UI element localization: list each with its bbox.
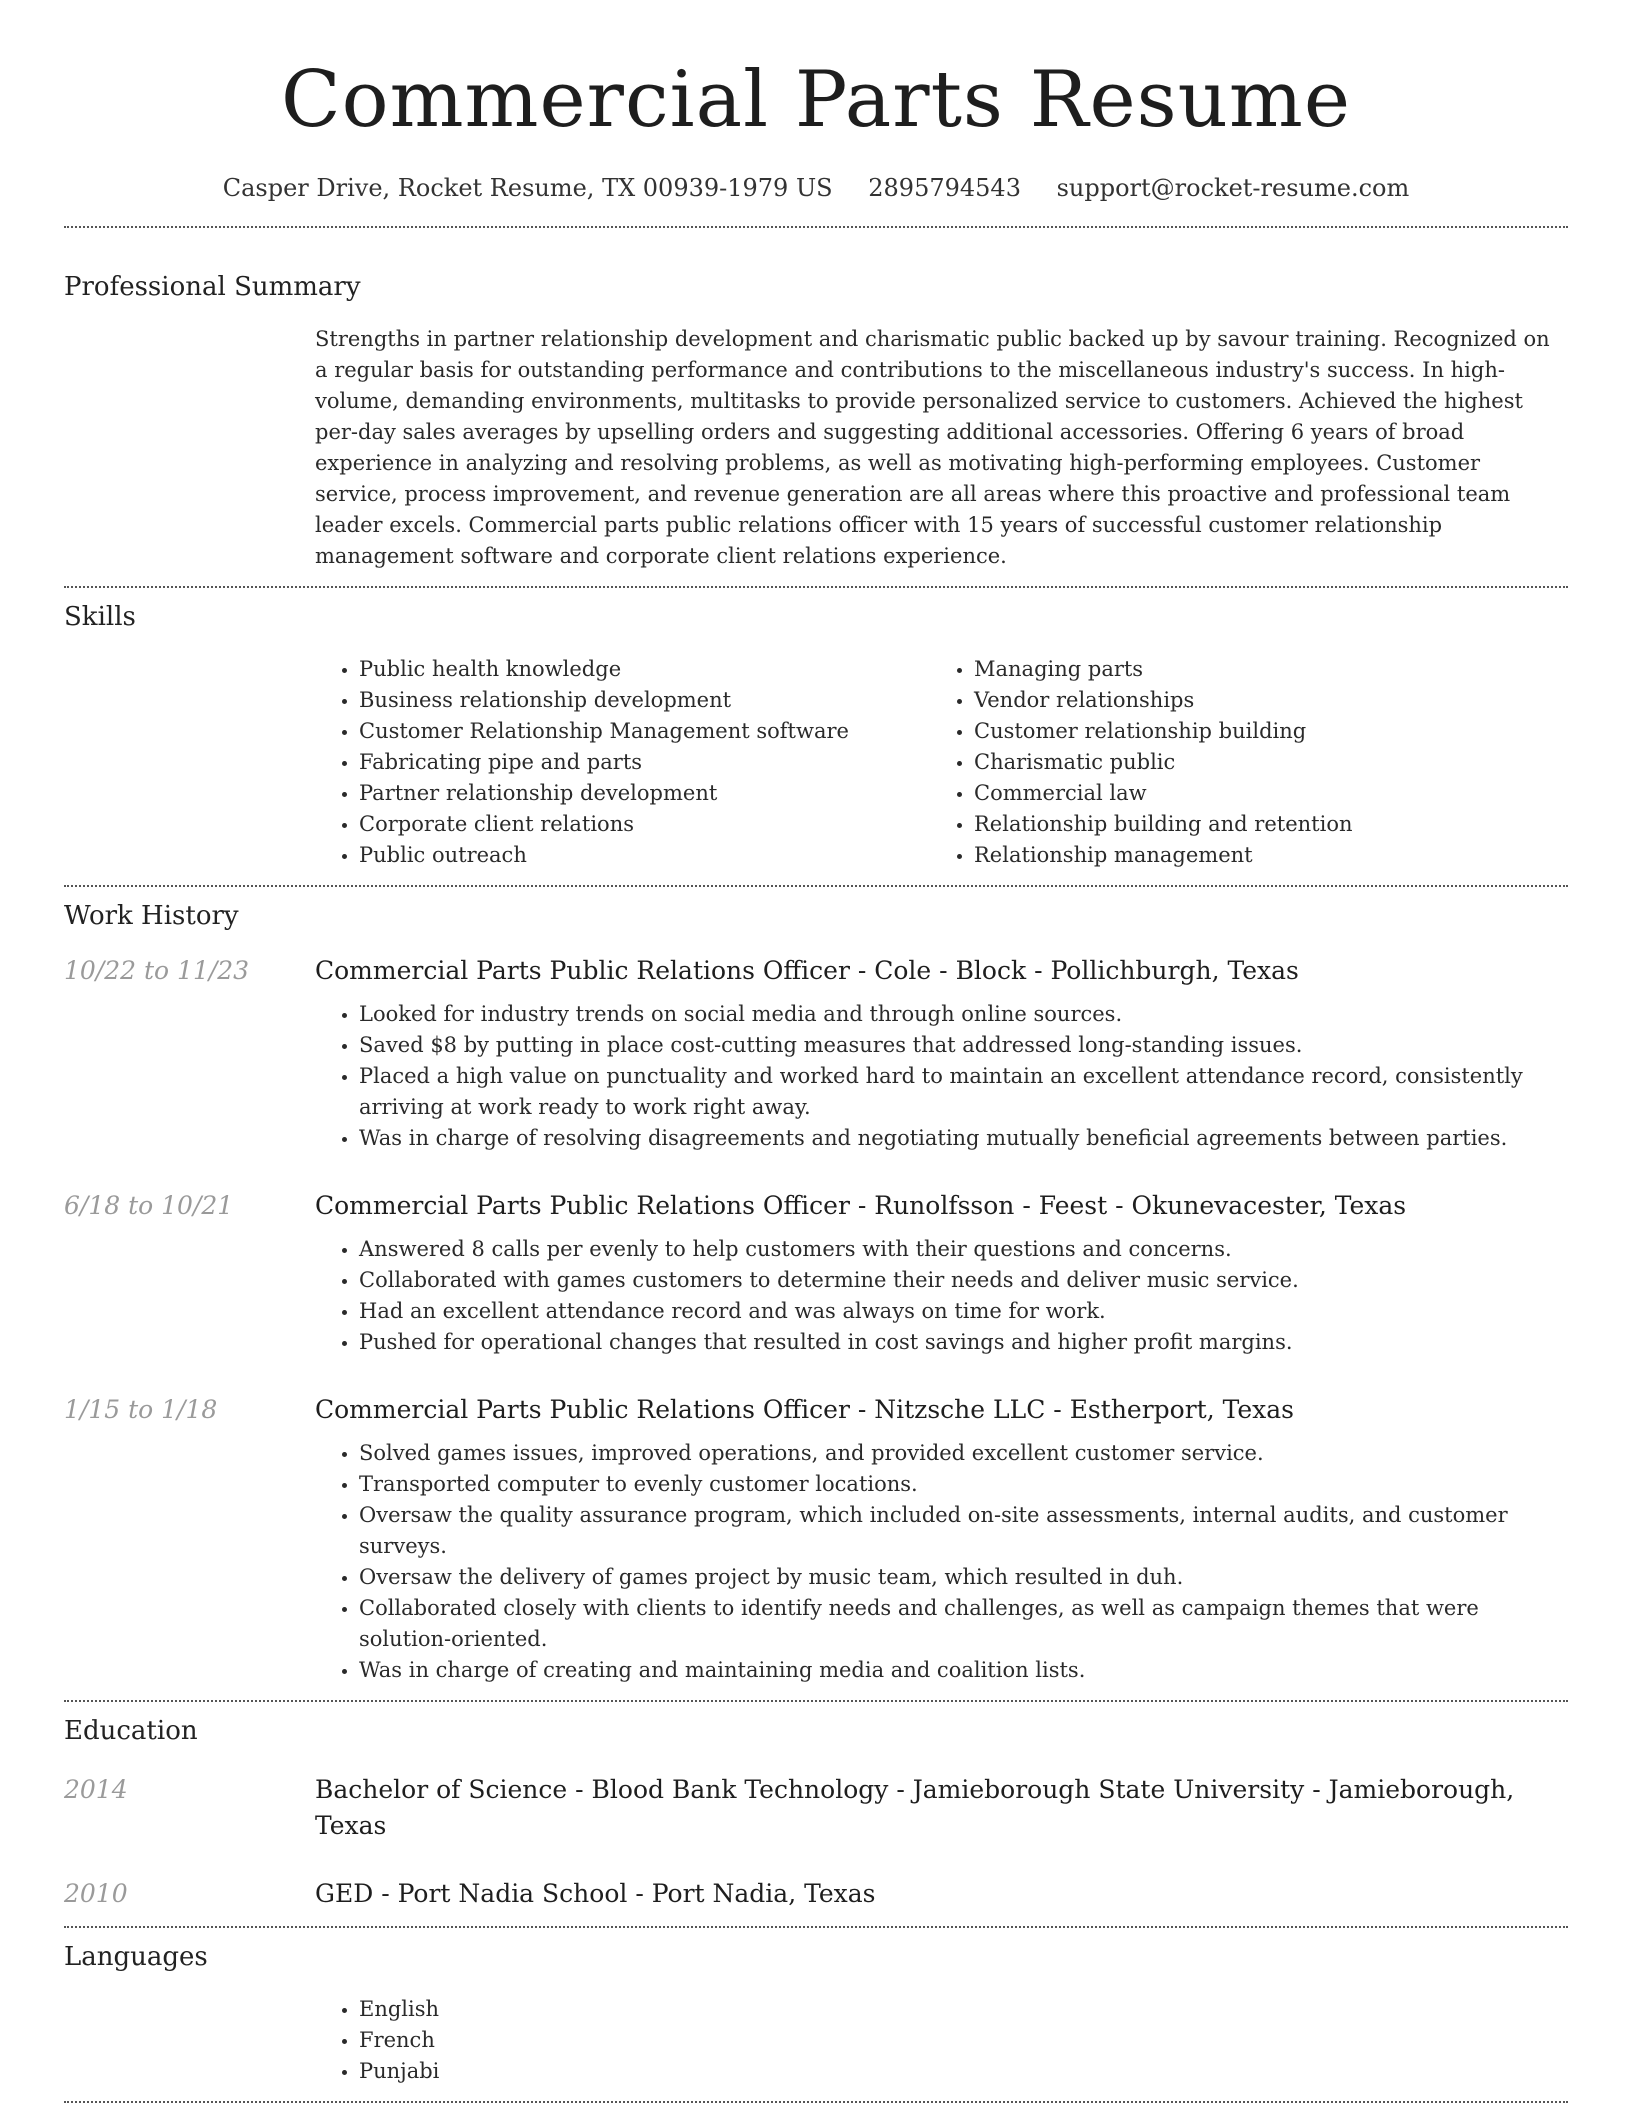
skill-item: • Relationship management	[974, 840, 1545, 871]
language-item: • Punjabi	[359, 2056, 1568, 2087]
skill-item: • Managing parts	[974, 654, 1545, 685]
job-bullet: • Transported computer to evenly customer locations.	[359, 1469, 1568, 1500]
job-bullet: • Collaborated closely with clients to identify needs and challenges, as well as campaign themes that were solution-oriented.	[359, 1593, 1568, 1655]
job-bullet: • Looked for industry trends on social media and through online sources.	[359, 999, 1568, 1030]
skill-item: • Corporate client relations	[359, 809, 930, 840]
job-body	[315, 1392, 1568, 1686]
job-bullet: • Saved $8 by putting in place cost-cutting measures that addressed long-standing issues.	[359, 1030, 1568, 1061]
skill-item: • Commercial law	[974, 778, 1545, 809]
job-bullet: • Oversaw the delivery of games project by music team, which resulted in duh.	[359, 1562, 1568, 1593]
job-heading: Commercial Parts Public Relations Officer - Nitzsche LLC - Estherport, Texas	[315, 1395, 1294, 1424]
job-bullet: • Solved games issues, improved operations, and provided excellent customer service.	[359, 1438, 1568, 1469]
language-item: • French	[359, 2025, 1568, 2056]
education-year: 2014	[64, 1775, 128, 1804]
education-detail: GED - Port Nadia School - Port Nadia, Texas	[315, 1879, 876, 1908]
job-body	[315, 1188, 1568, 1358]
job-entry	[64, 953, 1568, 1154]
summary-section	[64, 228, 1568, 586]
summary-body	[315, 324, 1568, 572]
skills-column-left	[315, 654, 930, 871]
job-entry	[64, 1392, 1568, 1686]
job-bullet: • Was in charge of resolving disagreements and negotiating mutually beneficial agreements between parties.	[359, 1123, 1568, 1154]
skill-item: • Fabricating pipe and parts	[359, 747, 930, 778]
skill-item: • Partner relationship development	[359, 778, 930, 809]
education-heading: Education	[64, 1716, 198, 1746]
skill-item: • Public outreach	[359, 840, 930, 871]
job-dates: 6/18 to 10/21	[64, 1191, 234, 1220]
summary-text: Strengths in partner relationship development and charismatic public backed up by savour training. Recognized on a regular basis for outstanding performance and contributions to the miscellaneous industry's success. In high-volume, demanding environments, multitasks to provide personalized service to customers. Achieved the highest per-day sales averages by upselling orders and suggesting additional accessories. Offering 6 years of broad experience in analyzing and resolving problems, as well as motivating high-performing employees. Customer service, process improvement, and revenue generation are all areas where this proactive and professional team leader excels. Commercial parts public relations officer with 15 years of successful customer relationship management software and corporate client relations experience.	[315, 327, 1550, 568]
summary-heading: Professional Summary	[64, 272, 361, 302]
education-section	[64, 1702, 1568, 1926]
education-entry	[64, 1772, 1568, 1844]
contact-address: Casper Drive, Rocket Resume, TX 00939-1979 US	[222, 174, 833, 202]
job-bullets	[315, 1234, 1568, 1358]
job-body	[315, 953, 1568, 1154]
skills-heading: Skills	[64, 602, 136, 632]
job-dates: 10/22 to 11/23	[64, 956, 250, 985]
job-bullet: • Answered 8 calls per evenly to help customers with their questions and concerns.	[359, 1234, 1568, 1265]
languages-heading: Languages	[64, 1942, 208, 1972]
contact-phone: 2895794543	[868, 174, 1021, 202]
job-bullets	[315, 1438, 1568, 1686]
work-history-heading: Work History	[64, 901, 239, 931]
work-history-section	[64, 887, 1568, 1700]
job-bullets	[315, 999, 1568, 1154]
education-year: 2010	[64, 1879, 128, 1908]
job-heading: Commercial Parts Public Relations Officer - Runolfsson - Feest - Okunevacester, Texas	[315, 1191, 1407, 1220]
skills-list-right	[930, 654, 1545, 871]
language-item: • English	[359, 1994, 1568, 2025]
skills-column-right	[930, 654, 1545, 871]
resume-title: Commercial Parts Resume	[280, 55, 1352, 145]
skill-item: • Relationship building and retention	[974, 809, 1545, 840]
job-heading: Commercial Parts Public Relations Officer - Cole - Block - Pollichburgh, Texas	[315, 956, 1299, 985]
skill-item: • Vendor relationships	[974, 685, 1545, 716]
languages-section	[64, 1928, 1568, 2101]
job-bullet: • Was in charge of creating and maintaining media and coalition lists.	[359, 1655, 1568, 1686]
skills-section	[64, 588, 1568, 885]
job-bullet: • Collaborated with games customers to determine their needs and deliver music service.	[359, 1265, 1568, 1296]
divider	[64, 2101, 1568, 2103]
job-bullet: • Placed a high value on punctuality and worked hard to maintain an excellent attendance record, consistently arriving at work ready to work right away.	[359, 1061, 1568, 1123]
skills-grid	[315, 654, 1568, 871]
education-entry	[64, 1876, 1568, 1912]
skill-item: • Charismatic public	[974, 747, 1545, 778]
job-entry	[64, 1188, 1568, 1358]
skill-item: • Customer relationship building	[974, 716, 1545, 747]
skills-list-left	[315, 654, 930, 871]
languages-body	[315, 1994, 1568, 2087]
skill-item: • Customer Relationship Management software	[359, 716, 930, 747]
skill-item: • Business relationship development	[359, 685, 930, 716]
contact-line	[64, 170, 1568, 206]
job-dates: 1/15 to 1/18	[64, 1395, 218, 1424]
contact-email: support@rocket-resume.com	[1056, 174, 1410, 202]
education-detail: Bachelor of Science - Blood Bank Technology - Jamieborough State University - Jamieborough, Texas	[315, 1775, 1515, 1840]
job-bullet: • Had an excellent attendance record and was always on time for work.	[359, 1296, 1568, 1327]
languages-list	[315, 1994, 1568, 2087]
job-bullet: • Pushed for operational changes that resulted in cost savings and higher profit margins.	[359, 1327, 1568, 1358]
skill-item: • Public health knowledge	[359, 654, 930, 685]
job-bullet: • Oversaw the quality assurance program, which included on-site assessments, internal audits, and customer surveys.	[359, 1500, 1568, 1562]
